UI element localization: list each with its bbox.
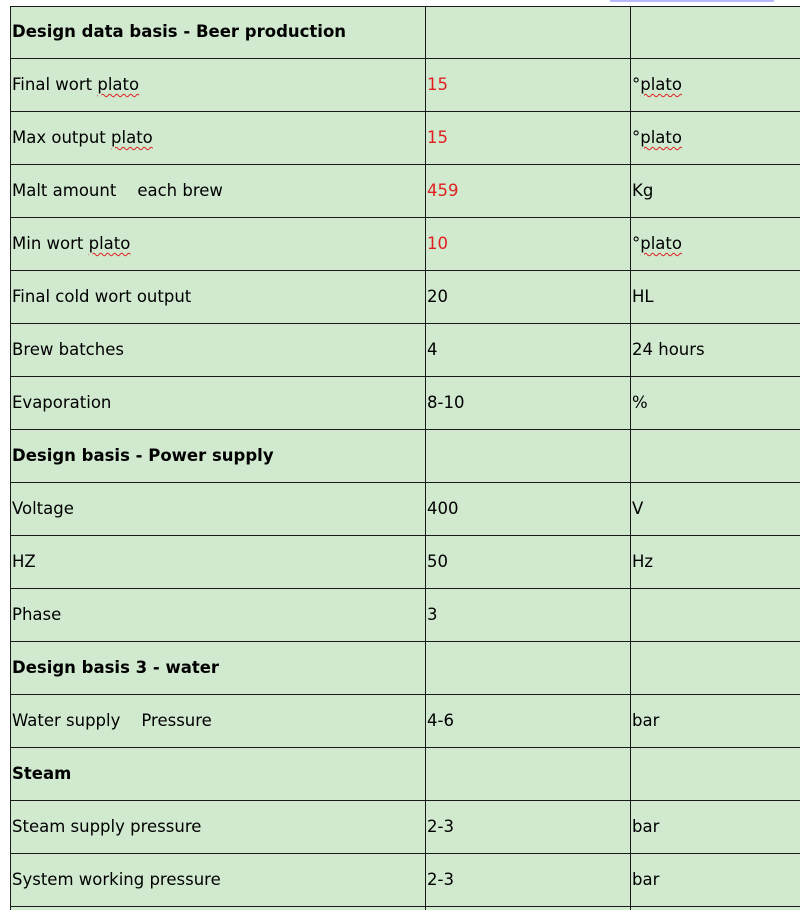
row-label[interactable]: Steam supply pressure [11,801,426,854]
table-row [11,801,800,854]
empty-cell[interactable] [426,748,631,801]
section-title[interactable]: Design basis 3 - water [11,642,426,695]
table-row-partial [11,907,800,910]
section-header-row [11,642,800,695]
row-unit[interactable]: Hz [631,536,800,589]
row-value[interactable]: 15 [426,112,631,165]
row-unit[interactable]: 24 hours [631,324,800,377]
row-label-part-b: each brew [137,180,223,200]
row-unit[interactable]: V [631,483,800,536]
row-label[interactable] [11,59,426,112]
row-value[interactable]: 8-10 [426,377,631,430]
row-value[interactable]: 400 [426,483,631,536]
section-title[interactable]: Design basis - Power supply [11,430,426,483]
row-label-part-a: Malt amount [12,180,117,200]
empty-cell[interactable] [11,907,426,910]
row-value[interactable]: 20 [426,271,631,324]
empty-cell[interactable] [631,907,800,910]
row-value[interactable]: 2-3 [426,854,631,907]
spellcheck-underline: plato [640,233,682,253]
table-row [11,112,800,165]
row-label[interactable]: System working pressure [11,854,426,907]
row-label[interactable]: Evaporation [11,377,426,430]
table-row [11,854,800,907]
row-value[interactable]: 3 [426,589,631,642]
top-edge-line [610,0,774,2]
row-value[interactable]: 10 [426,218,631,271]
section-title[interactable]: Steam [11,748,426,801]
row-unit[interactable]: % [631,377,800,430]
design-basis-table [10,6,800,910]
row-label[interactable] [11,695,426,748]
empty-cell[interactable] [426,430,631,483]
row-label[interactable]: Phase [11,589,426,642]
row-label[interactable] [11,112,426,165]
row-value[interactable]: 4-6 [426,695,631,748]
empty-cell[interactable] [631,748,800,801]
row-unit[interactable] [631,59,800,112]
row-label[interactable]: Final cold wort output [11,271,426,324]
empty-cell[interactable] [426,642,631,695]
row-value[interactable]: 459 [426,165,631,218]
spellcheck-underline: plato [111,127,153,147]
spellcheck-underline: plato [88,233,131,253]
row-label-text: Max output plato [12,127,153,147]
section-header-row [11,430,800,483]
row-unit[interactable] [631,218,800,271]
row-label-text: Final wort plato [12,74,140,94]
table-row [11,271,800,324]
empty-cell[interactable] [631,430,800,483]
empty-cell[interactable] [426,907,631,910]
section-title[interactable]: Design data basis - Beer production [11,7,426,59]
row-label[interactable]: HZ [11,536,426,589]
row-unit[interactable] [631,589,800,642]
table-row [11,59,800,112]
table-row [11,324,800,377]
table-row [11,536,800,589]
section-header-row [11,748,800,801]
row-unit[interactable]: bar [631,854,800,907]
table-row [11,483,800,536]
section-header-row [11,7,800,59]
row-value[interactable]: 4 [426,324,631,377]
row-unit[interactable]: bar [631,801,800,854]
row-label[interactable] [11,218,426,271]
row-value[interactable]: 2-3 [426,801,631,854]
table-row [11,218,800,271]
row-unit-text: °plato [632,233,682,253]
row-label-part-b: Pressure [141,710,212,730]
row-unit[interactable]: HL [631,271,800,324]
row-unit[interactable]: bar [631,695,800,748]
table-row [11,695,800,748]
spellcheck-underline: plato [640,74,682,94]
table-row [11,589,800,642]
row-label[interactable] [11,165,426,218]
row-unit[interactable] [631,112,800,165]
row-label-part-a: Water supply [12,710,121,730]
row-unit-text: °plato [632,127,682,147]
table-row [11,377,800,430]
empty-cell[interactable] [631,642,800,695]
empty-cell[interactable] [631,7,800,59]
row-label[interactable]: Brew batches [11,324,426,377]
spellcheck-underline: plato [97,74,140,94]
spellcheck-underline: plato [640,127,682,147]
row-value[interactable]: 50 [426,536,631,589]
table-row [11,165,800,218]
row-label[interactable]: Voltage [11,483,426,536]
empty-cell[interactable] [426,7,631,59]
row-label-text: Min wort plato [12,233,131,253]
row-value[interactable]: 15 [426,59,631,112]
row-unit[interactable]: Kg [631,165,800,218]
row-unit-text: °plato [632,74,682,94]
